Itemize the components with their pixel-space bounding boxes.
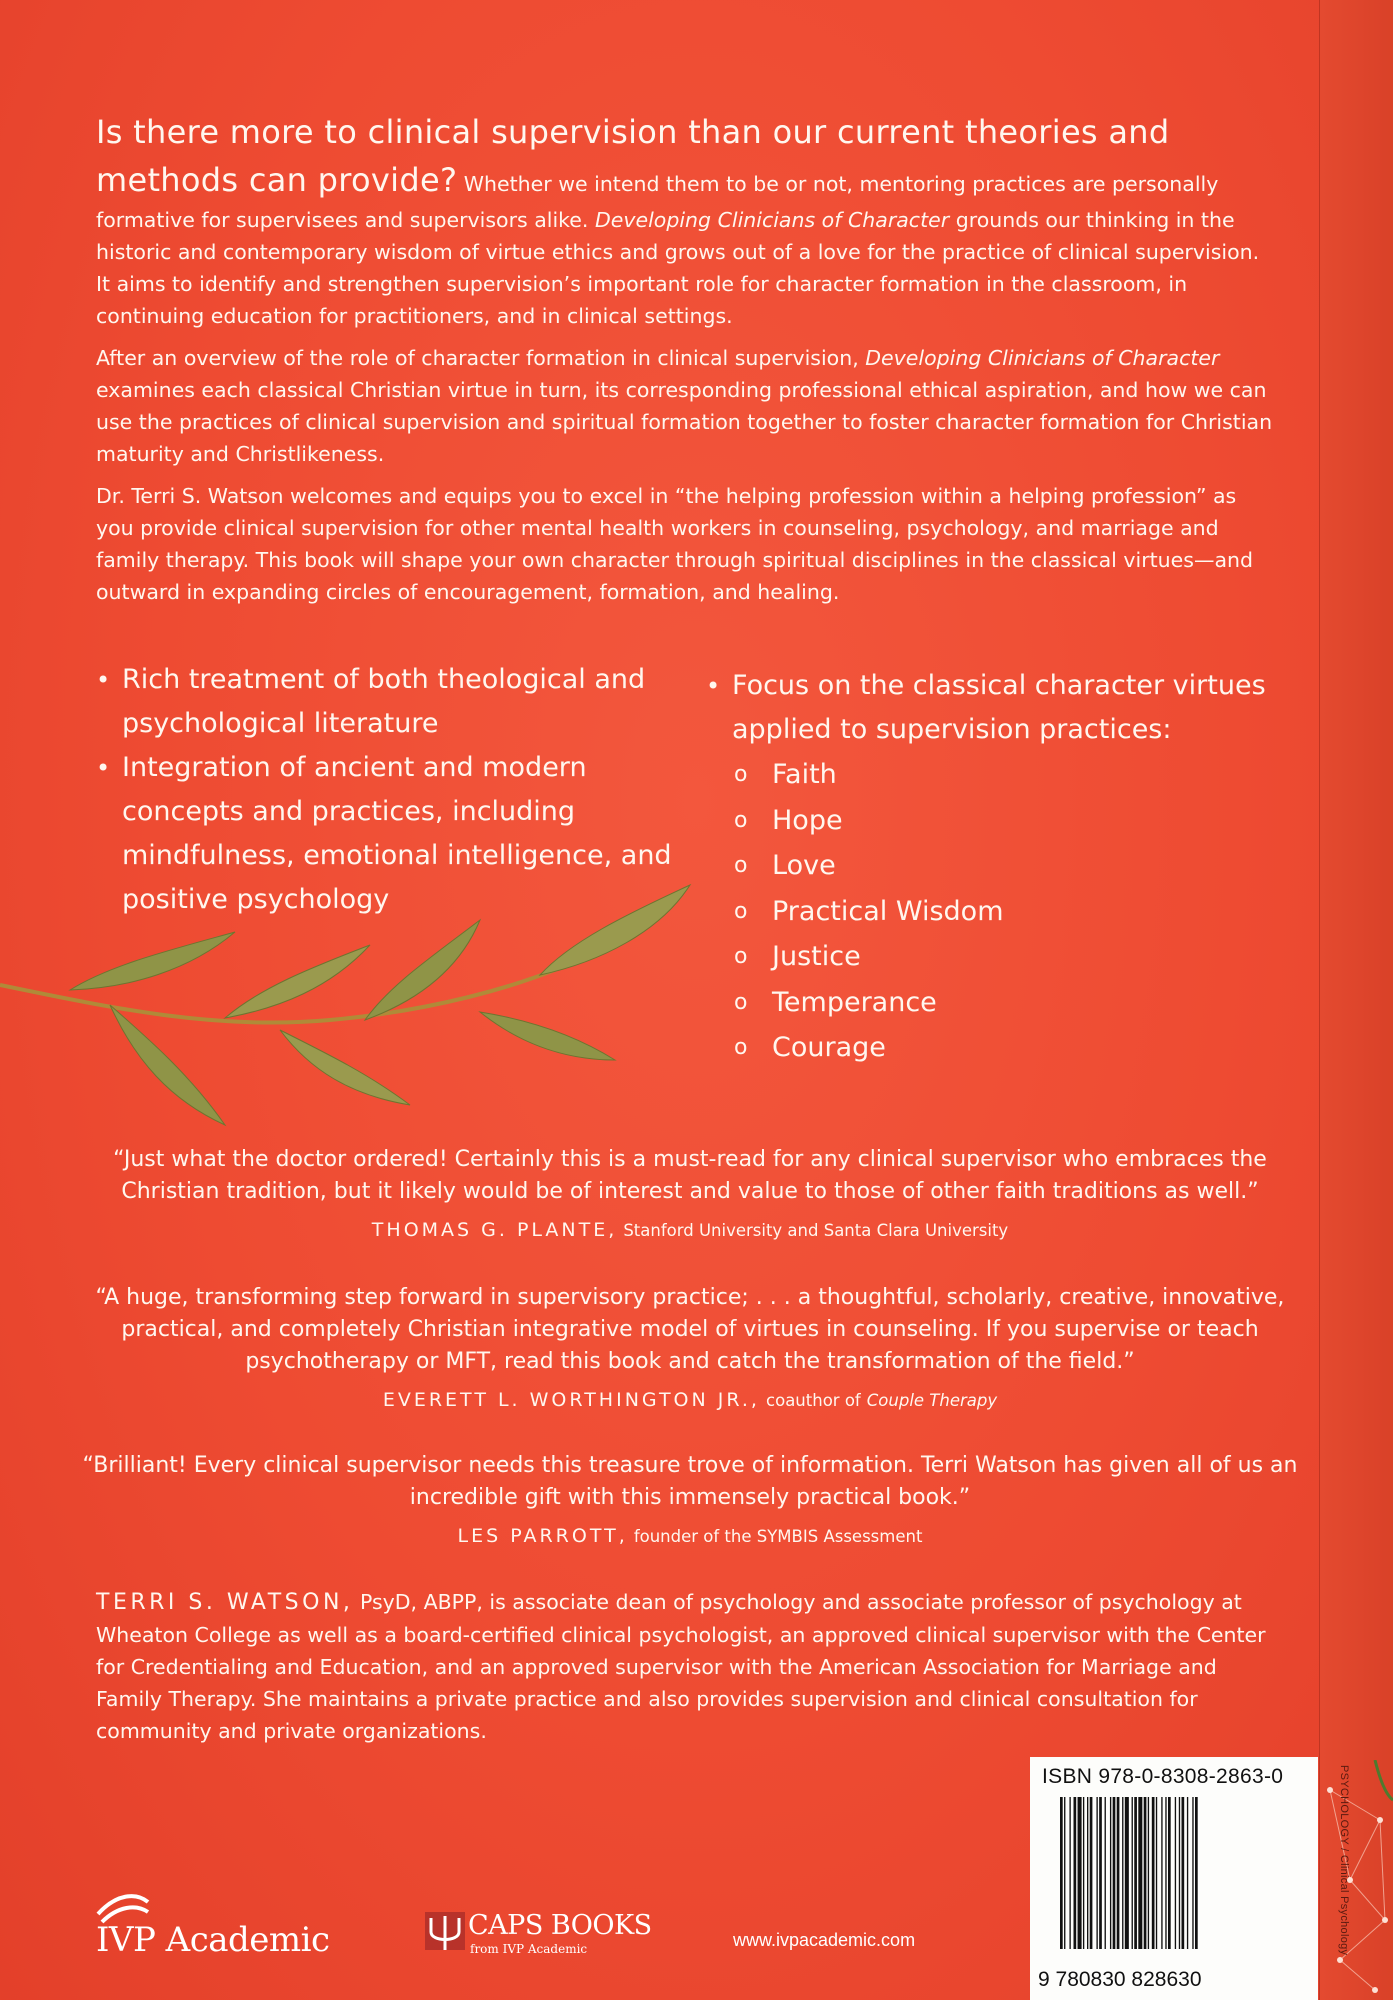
quote-attribution [70, 1522, 1310, 1551]
virtue-label: Hope [772, 804, 843, 836]
barcode-bar [1117, 1797, 1120, 1949]
barcode-bar [1175, 1797, 1176, 1949]
olive-branch-illustration [0, 870, 700, 1150]
barcode-bar [1125, 1797, 1129, 1949]
virtue-label: Temperance [772, 986, 937, 1018]
endorser-name: EVERETT L. WORTHINGTON JR., [382, 1389, 760, 1411]
barcode-bar [1195, 1797, 1198, 1949]
overview-text-a: After an overview of the role of character formation in clinical supervision, [96, 346, 859, 370]
circle-bullet-icon: o [734, 898, 748, 924]
publisher-url: www.ivpacademic.com [733, 1930, 916, 1950]
bullet-text: Rich treatment of both theological and psychological literature [122, 664, 646, 739]
barcode-bar [1099, 1797, 1102, 1949]
circle-bullet-icon: o [734, 853, 748, 878]
barcode-bar [1074, 1797, 1077, 1949]
quote-text: “A huge, transforming step forward in supervisory practice; . . . a thoughtful, scholarly, creative, innovative, practical, and completely Christian integrative model of virtues in counseling. If you supervise or teach psychotherapy or MFT, read this book and catch the transformation of the field.” [95, 1285, 1285, 1374]
quote-text: “Just what the doctor ordered! Certainly this is a must-read for any clinical supervisor who embraces the Christian tradition, but it likely would be of interest and value to those of other faith traditions as well.” [113, 1147, 1267, 1204]
barcode-bar [1105, 1797, 1106, 1949]
barcode-bar [1148, 1797, 1149, 1949]
barcode-bar [1090, 1797, 1093, 1949]
quote-attribution [70, 1386, 1310, 1415]
endorser-name: LES PARROTT, [457, 1525, 628, 1547]
virtue-item [734, 798, 1306, 844]
barcode-bar [1138, 1797, 1142, 1949]
barcode-bar [1087, 1797, 1088, 1949]
circle-bullet-icon: o [734, 989, 748, 1015]
virtue-list [734, 752, 1306, 1071]
barcode-bar [1168, 1797, 1171, 1949]
author-name: TERRI S. WATSON, [96, 1590, 354, 1615]
overview-text-b: examines each classical Christian virtue in turn, its corresponding professional ethical aspiration, and how we can use the practices of clinical supervision and spiritual formation together to foster character formation for Christian maturity and Christlikeness. [96, 378, 1273, 466]
author-bio [96, 1586, 1276, 1747]
book-title-ref: Developing Clinicians of Character [594, 208, 950, 232]
virtue-item [734, 843, 1306, 889]
barcode-bar [1187, 1797, 1188, 1949]
barcode-bar [1144, 1797, 1147, 1949]
circle-bullet-icon: o [734, 1035, 748, 1060]
endorser-book-title: Couple Therapy [866, 1391, 998, 1410]
endorser-affiliation: Stanford University and Santa Clara University [623, 1221, 1009, 1240]
category-label: PSYCHOLOGY / Clinical Psychology [1338, 1765, 1350, 1956]
endorser-name: THOMAS G. PLANTE, [371, 1219, 618, 1241]
barcode-bar [1113, 1797, 1116, 1949]
bullet-text: Focus on the classical character virtues applied to supervision practices: [732, 670, 1266, 745]
isbn-label: ISBN 978-0-8308-2863-0 [1042, 1765, 1284, 1788]
barcode-bar [1110, 1797, 1111, 1949]
circle-bullet-icon: o [734, 944, 748, 969]
virtue-label: Courage [772, 1032, 886, 1063]
network-graphic [1320, 1760, 1393, 2000]
endorsement-quote [70, 1282, 1310, 1415]
ivp-academic-wordmark: IVP Academic [96, 1920, 330, 1960]
bullets-right-column [706, 664, 1306, 1071]
isbn-barcode [1030, 1757, 1318, 2000]
virtue-label: Justice [772, 941, 861, 972]
bullet-text: Integration of ancient and modern concepts and practices, including mindfulness, emotional intelligence, and positive psychology [122, 752, 672, 915]
virtue-item [734, 980, 1306, 1026]
barcode-bar [1083, 1797, 1084, 1949]
endorsement-quote [70, 1144, 1310, 1245]
overview-paragraph [96, 342, 1276, 470]
circle-bullet-icon: o [734, 807, 748, 833]
barcode-bar [1134, 1797, 1137, 1949]
author-bio-text: PsyD, ABPP, is associate dean of psychology and associate professor of psychology at Wheaton College as well as a board-certified clinical psychologist, an approved clinical supervisor with the Center for Credentialing and Education, and an approved supervisor with the American Association for Marriage and Family Therapy. She maintains a private practice and also provides supervision and clinical consultation for community and private organizations. [96, 1590, 1266, 1743]
endorser-affiliation: founder of the SYMBIS Assessment [633, 1527, 923, 1546]
endorsement-quote [70, 1450, 1310, 1551]
quote-attribution [70, 1216, 1310, 1245]
barcode-bar [1078, 1797, 1082, 1949]
barcode-bar [1096, 1797, 1097, 1949]
virtue-item [734, 934, 1306, 980]
barcode-bar [1192, 1797, 1193, 1949]
bullet-item [706, 664, 1306, 752]
barcode-bar [1064, 1797, 1065, 1949]
intro-text-b: grounds our thinking in the historic and contemporary wisdom of virtue ethics and grows out of a love for the practice of clinical supervision. It aims to identify and strengthen supervision’s important role for character formation in the classroom, in continuing education for practitioners, and in clinical settings. [96, 208, 1260, 328]
barcode-bar [1165, 1797, 1166, 1949]
barcode-bar [1161, 1797, 1162, 1949]
bullet-dot-icon: • [706, 672, 721, 700]
bullet-item [96, 658, 696, 746]
barcode-bar [1152, 1797, 1155, 1949]
quote-text: “Brilliant! Every clinical supervisor needs this treasure trove of information. Terri Watson has given all of us an incredible gift with this immensely practical book.” [82, 1453, 1298, 1510]
intro-text-a: Whether we intend them to be or not, mentoring practices are personally formative for supervisees and supervisors alike. [96, 172, 1219, 232]
bullet-dot-icon: • [96, 666, 111, 694]
barcode-bar [1122, 1797, 1123, 1949]
virtue-label: Love [772, 850, 836, 881]
barcode-bar [1179, 1797, 1180, 1949]
barcode-bar [1060, 1797, 1063, 1949]
description-block [96, 108, 1276, 608]
endorser-affiliation: coauthor of [766, 1391, 861, 1410]
virtue-item [734, 752, 1306, 798]
virtue-item [734, 1025, 1306, 1071]
lead-question: Is there more to clinical supervision than our current theories and methods can provide? [96, 113, 1170, 199]
barcode-bar [1182, 1797, 1185, 1949]
caps-books-subtitle: from IVP Academic [470, 1942, 588, 1956]
circle-bullet-icon: o [734, 762, 748, 787]
barcode-bar [1156, 1797, 1157, 1949]
virtue-label: Practical Wisdom [772, 895, 1004, 927]
virtue-label: Faith [772, 759, 837, 790]
bullet-dot-icon: • [96, 754, 111, 782]
barcode-bar [1069, 1797, 1070, 1949]
intro-paragraph [96, 108, 1276, 332]
virtue-item [734, 889, 1306, 935]
barcode-digits: 9 780830 828630 [1038, 1968, 1202, 1991]
book-title-ref-2: Developing Clinicians of Character [865, 346, 1220, 370]
spine-strip [1319, 0, 1393, 2000]
barcode-bar [1132, 1797, 1133, 1949]
caps-books-wordmark: CAPS BOOKS [468, 1910, 652, 1941]
author-welcome-paragraph: Dr. Terri S. Watson welcomes and equips you to excel in “the helping profession within a helping profession” as you provide clinical supervision for other mental health workers in counseling, psychology, and marriage and family therapy. This book will shape your own character through spiritual disciplines in the classical virtues—and outward in expanding circles of encouragement, formation, and healing. [96, 484, 1254, 604]
barcode-bars [1060, 1797, 1304, 1949]
